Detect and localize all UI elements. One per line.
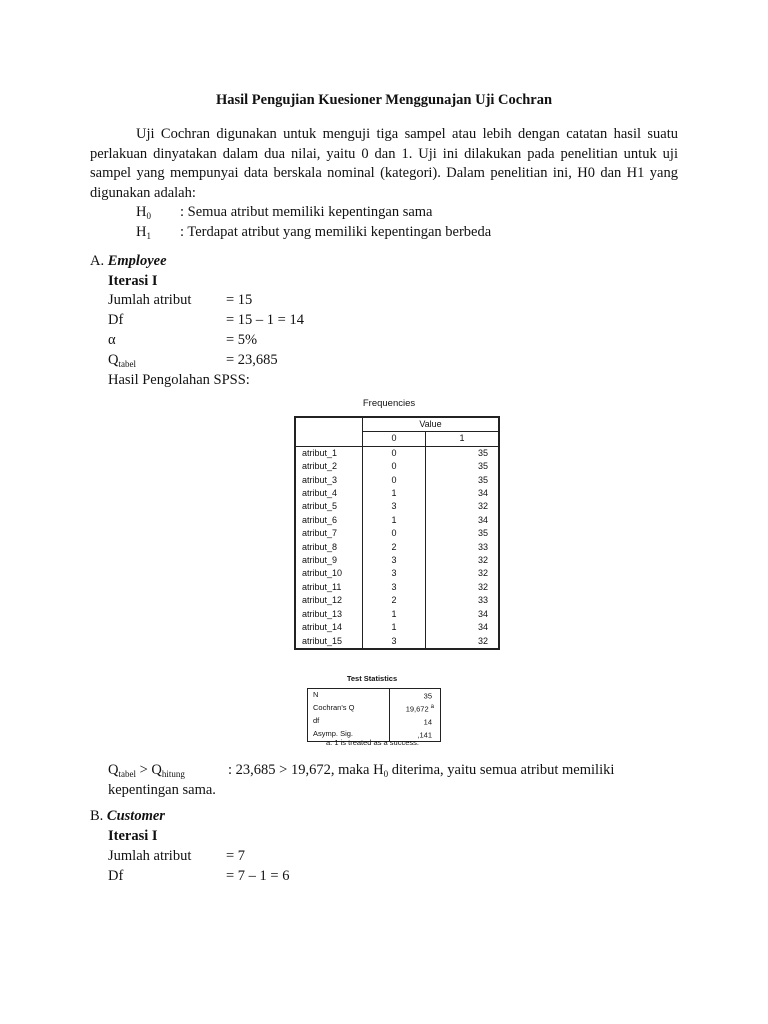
freq-attr-name: atribut_15 [295, 635, 363, 649]
freq-attr-name: atribut_10 [295, 567, 363, 580]
section-b-name: Customer [106, 808, 165, 824]
test-stat-superscript: a [430, 704, 434, 710]
table-row [295, 635, 499, 649]
h0-label: H [136, 204, 147, 220]
freq-attr-name: atribut_9 [295, 554, 363, 567]
test-stat-label: Asymp. Sig. [308, 728, 390, 742]
table-header-row [295, 417, 499, 432]
conclusion-q1: Q [108, 762, 119, 778]
freq-value-1: 32 [477, 501, 488, 512]
section-a-iterasi: Iterasi I [108, 273, 158, 289]
table-row [295, 514, 499, 527]
freq-value-1: 34 [477, 622, 488, 633]
freq-value-1: 35 [477, 461, 488, 472]
table-row [295, 554, 499, 567]
section-a-name: Employee [107, 253, 167, 269]
freq-value-0: 1 [363, 514, 426, 527]
table-row [295, 621, 499, 634]
test-stat-value: 19,672 [405, 704, 429, 714]
test-stat-value: 14 [423, 717, 432, 727]
test-stat-value-cell [390, 689, 441, 703]
table-row [308, 715, 441, 728]
freq-attr-name: atribut_8 [295, 541, 363, 554]
freq-attr-name: atribut_13 [295, 608, 363, 621]
freq-value-1: 32 [477, 635, 488, 646]
freq-value-0: 1 [363, 487, 426, 500]
frequencies-table [294, 416, 500, 650]
spss-label: Hasil Pengolahan SPSS: [108, 372, 250, 388]
conclusion-text [228, 762, 614, 779]
freq-value-1: 33 [477, 595, 488, 606]
freq-value-0: 0 [363, 460, 426, 473]
section-a-row-label: Df [108, 312, 124, 328]
section-a-row-label: Jumlah atribut [108, 292, 192, 308]
section-b-row-value: = 7 [226, 848, 246, 864]
table-row [295, 594, 499, 607]
section-b-iterasi: Iterasi I [108, 828, 158, 844]
conclusion-q2: Q [151, 762, 162, 778]
qtabel-sub: tabel [118, 359, 136, 369]
table-row [308, 689, 441, 703]
table-row [308, 702, 441, 715]
table-row [295, 460, 499, 473]
freq-attr-name: atribut_2 [295, 460, 363, 473]
freq-value-0: 3 [363, 581, 426, 594]
freq-attr-name: atribut_6 [295, 514, 363, 527]
intro-text: Uji Cochran digunakan untuk menguji tiga sampel atau lebih dengan catatan hasil suatu perlakuan dinyatakan dalam dua nilai, yaitu 0 dan 1. Uji ini dilakukan pada penelitian untuk uji sampel yang mempunyai data berskala nominal (kategori). Dalam penelitian ini, H0 dan H1 yang digunakan adalah: [90, 126, 678, 201]
section-a-row-value: = 15 – 1 = 14 [226, 312, 304, 328]
col-header-0: 0 [363, 432, 426, 446]
conclusion-text-b: diterima, yaitu semua atribut memiliki [388, 762, 615, 778]
conclusion-q1-sub: tabel [118, 769, 136, 779]
table-row [295, 608, 499, 621]
test-stat-value: ,141 [417, 730, 432, 740]
section-b-row-label: Jumlah atribut [108, 848, 192, 864]
freq-attr-name: atribut_5 [295, 500, 363, 513]
freq-value-0: 3 [363, 500, 426, 513]
hypothesis-h1 [136, 224, 151, 241]
conclusion-line-2: kepentingan sama. [108, 782, 216, 798]
section-a-row-label: α [108, 332, 116, 348]
section-b-heading [90, 808, 165, 825]
test-stat-value-cell [390, 715, 441, 728]
test-statistics-title: Test Statistics [346, 674, 398, 683]
col-header-1: 1 [426, 432, 500, 446]
hypothesis-h0 [136, 204, 151, 221]
h1-text: : Terdapat atribut yang memiliki kepentingan berbeda [180, 224, 492, 240]
freq-attr-name: atribut_11 [295, 581, 363, 594]
footnote-letter: a. [326, 738, 333, 747]
h0-text: : Semua atribut memiliki kepentingan sama [180, 204, 433, 220]
freq-value-0: 3 [363, 635, 426, 649]
qtabel-q: Q [108, 352, 119, 368]
table-row [295, 567, 499, 580]
conclusion-q-compare [108, 762, 185, 779]
freq-value-1: 33 [477, 541, 488, 552]
table-row [295, 487, 499, 500]
footnote-text: 1 is treated as a success. [334, 738, 419, 747]
freq-value-0: 0 [363, 474, 426, 487]
table-row [295, 541, 499, 554]
conclusion-q2-sub: hitung [161, 769, 185, 779]
section-b-row-value: = 7 – 1 = 6 [226, 868, 290, 884]
test-stat-label: Cochran's Q [308, 702, 390, 715]
table-corner [295, 432, 363, 446]
test-stat-label: N [308, 689, 390, 703]
freq-value-0: 0 [363, 446, 426, 460]
conclusion-text-a: : 23,685 > 19,672, maka H [228, 762, 384, 778]
h1-label: H [136, 224, 147, 240]
conclusion-line-1 [228, 762, 678, 779]
freq-value-0: 2 [363, 594, 426, 607]
test-stat-value-cell [390, 702, 441, 715]
freq-attr-name: atribut_3 [295, 474, 363, 487]
test-stat-label: df [308, 715, 390, 728]
freq-attr-name: atribut_14 [295, 621, 363, 634]
section-a-row-value: = 15 [226, 292, 253, 308]
table-row [295, 500, 499, 513]
freq-value-0: 0 [363, 527, 426, 540]
freq-value-0: 3 [363, 554, 426, 567]
conclusion-gt: > [135, 762, 152, 778]
freq-attr-name: atribut_7 [295, 527, 363, 540]
freq-attr-name: atribut_1 [295, 446, 363, 460]
freq-value-1: 34 [477, 608, 488, 619]
table-row [295, 474, 499, 487]
freq-value-1: 35 [477, 528, 488, 539]
freq-value-0: 1 [363, 621, 426, 634]
section-b-row-label: Df [108, 868, 124, 884]
freq-value-1: 34 [477, 514, 488, 525]
table-row [295, 527, 499, 540]
qtabel-value: = 23,685 [226, 352, 278, 368]
value-header: Value [363, 417, 500, 432]
section-a-letter: A. [90, 253, 105, 269]
table-row [295, 581, 499, 594]
freq-value-1: 35 [477, 447, 488, 458]
frequencies-title: Frequencies [362, 398, 416, 409]
section-a-row-value: = 5% [226, 332, 258, 348]
table-corner [295, 417, 363, 432]
freq-attr-name: atribut_4 [295, 487, 363, 500]
freq-value-0: 2 [363, 541, 426, 554]
test-statistics-table [307, 688, 441, 742]
freq-value-1: 32 [477, 555, 488, 566]
page-title: Hasil Pengujian Kuesioner Menggunajan Uji Cochran [215, 92, 553, 108]
freq-value-1: 32 [477, 581, 488, 592]
test-stat-value: 35 [423, 691, 432, 701]
h1-sub: 1 [146, 231, 151, 241]
test-footnote [326, 738, 419, 747]
freq-value-1: 32 [477, 568, 488, 579]
table-header-row [295, 432, 499, 446]
qtabel-label [108, 352, 136, 369]
freq-value-0: 3 [363, 567, 426, 580]
freq-attr-name: atribut_12 [295, 594, 363, 607]
table-row [295, 446, 499, 460]
section-a-heading [90, 253, 167, 270]
freq-value-1: 35 [477, 474, 488, 485]
intro-paragraph [90, 125, 678, 203]
h0-sub: 0 [146, 211, 151, 221]
conclusion-h-sub: 0 [383, 769, 389, 779]
freq-value-0: 1 [363, 608, 426, 621]
section-b-letter: B. [90, 808, 104, 824]
freq-value-1: 34 [477, 488, 488, 499]
